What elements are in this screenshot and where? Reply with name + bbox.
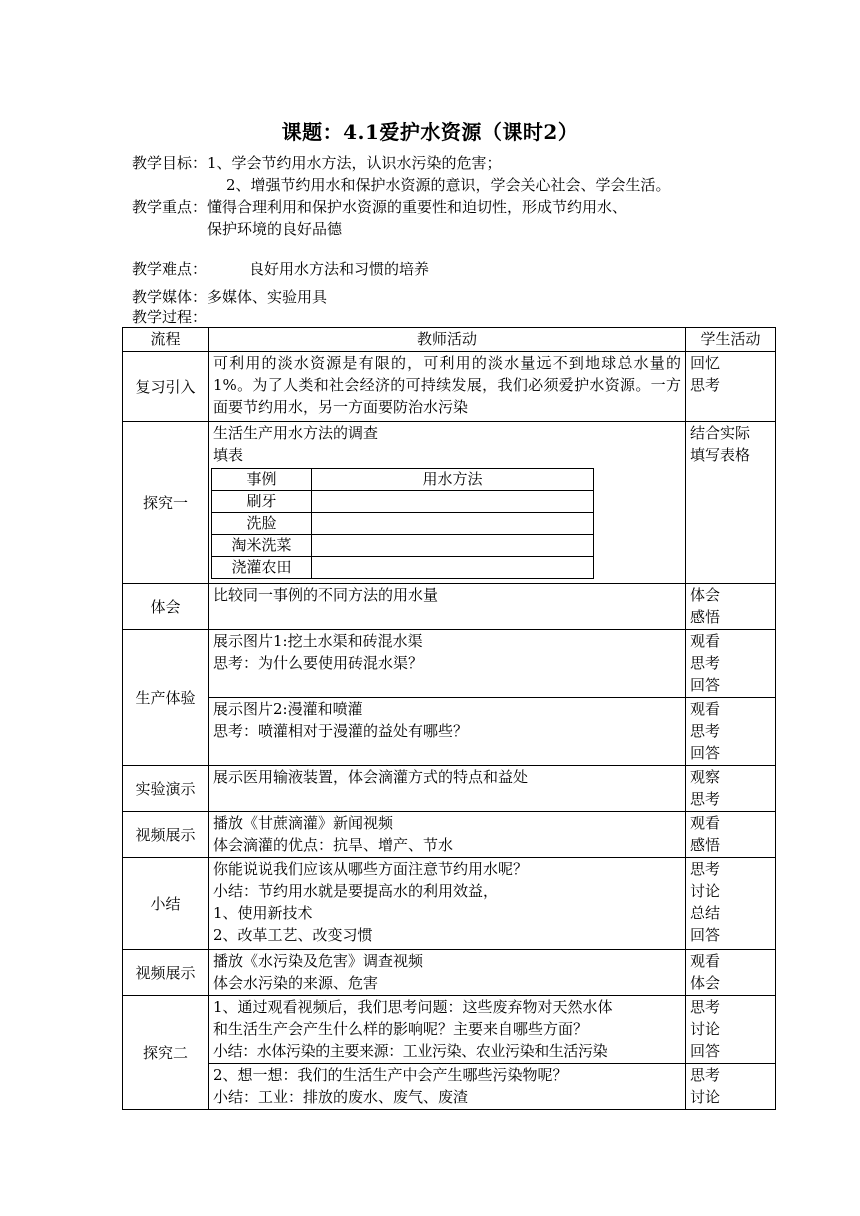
flow-cell: 视频展示 <box>123 812 209 858</box>
inner-row <box>212 557 594 579</box>
student-text: 思考 <box>690 376 721 394</box>
inner-example: 淘米洗菜 <box>212 535 312 557</box>
student-text: 填写表格 <box>690 446 751 464</box>
inner-header-row <box>212 469 594 491</box>
student-text: 回忆 <box>690 354 721 372</box>
student-text: 观看 <box>690 632 721 650</box>
teacher-cell <box>209 766 686 812</box>
teacher-text: 生活生产用水方法的调查 <box>213 424 379 442</box>
teacher-text: 思考：为什么要使用砖混水渠？ <box>213 654 424 672</box>
process-label: 教学过程： <box>132 308 208 326</box>
teacher-text: 小结：节约用水就是要提高水的利用效益， <box>213 882 499 900</box>
teacher-text: 播放《甘蔗滴灌》新闻视频 <box>213 814 394 832</box>
teacher-text: 展示图片1:挖土水渠和砖混水渠 <box>213 632 423 650</box>
table-row <box>123 996 776 1064</box>
objective-1: 1、学会节约用水方法，认识水污染的危害； <box>207 154 502 172</box>
table-row <box>123 352 776 422</box>
inner-example: 浇灌农田 <box>212 557 312 579</box>
student-cell <box>686 630 776 698</box>
teacher-text: 体会水污染的来源、危害 <box>213 974 379 992</box>
teacher-text: 展示图片2:漫灌和喷灌 <box>213 700 363 718</box>
student-text: 总结 <box>690 904 721 922</box>
student-text: 观察 <box>690 768 721 786</box>
student-text: 感悟 <box>690 608 721 626</box>
student-text: 结合实际 <box>690 424 751 442</box>
table-row <box>123 950 776 996</box>
focus-line-1 <box>132 196 627 218</box>
header-teacher: 教师活动 <box>209 328 686 352</box>
student-text: 回答 <box>690 676 721 694</box>
student-text: 思考 <box>690 654 721 672</box>
teacher-text: 展示医用输液装置，体会滴灌方式的特点和益处 <box>213 768 529 786</box>
inner-method-blank[interactable] <box>312 513 594 535</box>
student-cell <box>686 422 776 584</box>
teacher-text: 播放《水污染及危害》调查视频 <box>213 952 424 970</box>
student-text: 思考 <box>690 722 721 740</box>
student-cell <box>686 996 776 1064</box>
teacher-cell <box>209 812 686 858</box>
difficulty-text: 良好用水方法和习惯的培养 <box>249 260 430 278</box>
student-text: 思考 <box>690 1066 721 1084</box>
flow-cell: 体会 <box>123 584 209 630</box>
table-row <box>123 812 776 858</box>
teacher-text: 小结：水体污染的主要来源：工业污染、农业污染和生活污染 <box>213 1042 608 1060</box>
student-text: 回答 <box>690 926 721 944</box>
objectives-label: 教学目标： <box>132 154 208 172</box>
student-text: 思考 <box>690 998 721 1016</box>
student-text: 体会 <box>690 586 721 604</box>
student-cell <box>686 698 776 766</box>
inner-row <box>212 513 594 535</box>
objectives-line-1 <box>132 152 502 174</box>
student-cell <box>686 950 776 996</box>
focus-text-1: 懂得合理利用和保护水资源的重要性和迫切性，形成节约用水、 <box>207 198 628 216</box>
flow-cell: 探究一 <box>123 422 209 584</box>
table-row <box>123 858 776 950</box>
teacher-text: 2、想一想：我们的生活生产中会产生哪些污染物呢？ <box>213 1066 568 1084</box>
teacher-text: 1、使用新技术 <box>213 904 313 922</box>
student-text: 回答 <box>690 1042 721 1060</box>
student-text: 思考 <box>690 860 721 878</box>
teacher-text: 你能说说我们应该从哪些方面注意节约用水呢？ <box>213 860 529 878</box>
flow-cell: 实验演示 <box>123 766 209 812</box>
media-text: 多媒体、实验用具 <box>207 288 328 306</box>
flow-cell: 视频展示 <box>123 950 209 996</box>
teacher-cell <box>209 1064 686 1110</box>
table-row <box>123 422 776 584</box>
teacher-text: 2、改革工艺、改变习惯 <box>213 926 373 944</box>
flow-cell: 探究二 <box>123 996 209 1110</box>
teacher-text: 填表 <box>213 446 244 464</box>
focus-label: 教学重点： <box>132 198 208 216</box>
teacher-text: 1、通过观看视频后，我们思考问题：这些废弃物对天然水体 <box>213 998 613 1016</box>
inner-method-blank[interactable] <box>312 491 594 513</box>
student-text: 观看 <box>690 814 721 832</box>
teacher-cell <box>209 858 686 950</box>
table-row <box>123 1064 776 1110</box>
flow-cell: 小结 <box>123 858 209 950</box>
teacher-cell <box>209 422 686 584</box>
student-text: 思考 <box>690 790 721 808</box>
media-line <box>132 286 327 308</box>
student-text: 观看 <box>690 700 721 718</box>
lesson-process-table <box>122 327 776 1110</box>
student-text: 讨论 <box>690 1088 721 1106</box>
teacher-text: 思考：喷灌相对于漫灌的益处有哪些？ <box>213 722 469 740</box>
table-row <box>123 698 776 766</box>
inner-header-method: 用水方法 <box>312 469 594 491</box>
student-text: 讨论 <box>690 1020 721 1038</box>
student-text: 讨论 <box>690 882 721 900</box>
header-flow: 流程 <box>123 328 209 352</box>
teacher-cell <box>209 630 686 698</box>
flow-cell: 生产体验 <box>123 630 209 766</box>
student-cell <box>686 352 776 422</box>
lesson-title: 课题：4.1爱护水资源（课时2） <box>281 120 579 144</box>
student-text: 观看 <box>690 952 721 970</box>
student-cell <box>686 766 776 812</box>
header-student: 学生活动 <box>686 328 776 352</box>
student-text: 回答 <box>690 744 721 762</box>
teacher-cell <box>209 584 686 630</box>
table-row <box>123 584 776 630</box>
inner-header-example: 事例 <box>212 469 312 491</box>
table-header-row <box>123 328 776 352</box>
teacher-text: 小结：工业：排放的废水、废气、废渣 <box>213 1088 469 1106</box>
inner-example: 洗脸 <box>212 513 312 535</box>
student-text: 体会 <box>690 974 721 992</box>
inner-method-blank[interactable] <box>312 535 594 557</box>
teacher-text: 比较同一事例的不同方法的用水量 <box>213 586 439 604</box>
teacher-cell <box>209 352 686 422</box>
student-cell <box>686 812 776 858</box>
flow-cell: 复习引入 <box>123 352 209 422</box>
teacher-cell <box>209 950 686 996</box>
teacher-text: 可利用的淡水资源是有限的，可利用的淡水量远不到地球总水量的1%。为了人类和社会经济的可持续发展，我们必须爱护水资源。一方面要节约用水，另一方面要防治水污染 <box>213 354 681 416</box>
inner-example: 刷牙 <box>212 491 312 513</box>
student-cell <box>686 584 776 630</box>
teacher-text: 体会滴灌的优点：抗旱、增产、节水 <box>213 836 454 854</box>
difficulty-line <box>132 258 429 280</box>
student-cell <box>686 858 776 950</box>
inner-method-blank[interactable] <box>312 557 594 579</box>
focus-text-2: 保护环境的良好品德 <box>207 220 343 238</box>
water-use-survey-table <box>211 468 594 579</box>
teacher-cell <box>209 698 686 766</box>
objective-2: 2、增强节约用水和保护水资源的意识，学会关心社会、学会生活。 <box>226 176 671 194</box>
student-cell <box>686 1064 776 1110</box>
teacher-text: 和生活生产会产生什么样的影响呢？主要来自哪些方面？ <box>213 1020 589 1038</box>
table-row <box>123 630 776 698</box>
inner-row <box>212 535 594 557</box>
difficulty-label: 教学难点： <box>132 260 208 278</box>
inner-row <box>212 491 594 513</box>
table-row <box>123 766 776 812</box>
media-label: 教学媒体： <box>132 288 208 306</box>
student-text: 感悟 <box>690 836 721 854</box>
teacher-cell <box>209 996 686 1064</box>
